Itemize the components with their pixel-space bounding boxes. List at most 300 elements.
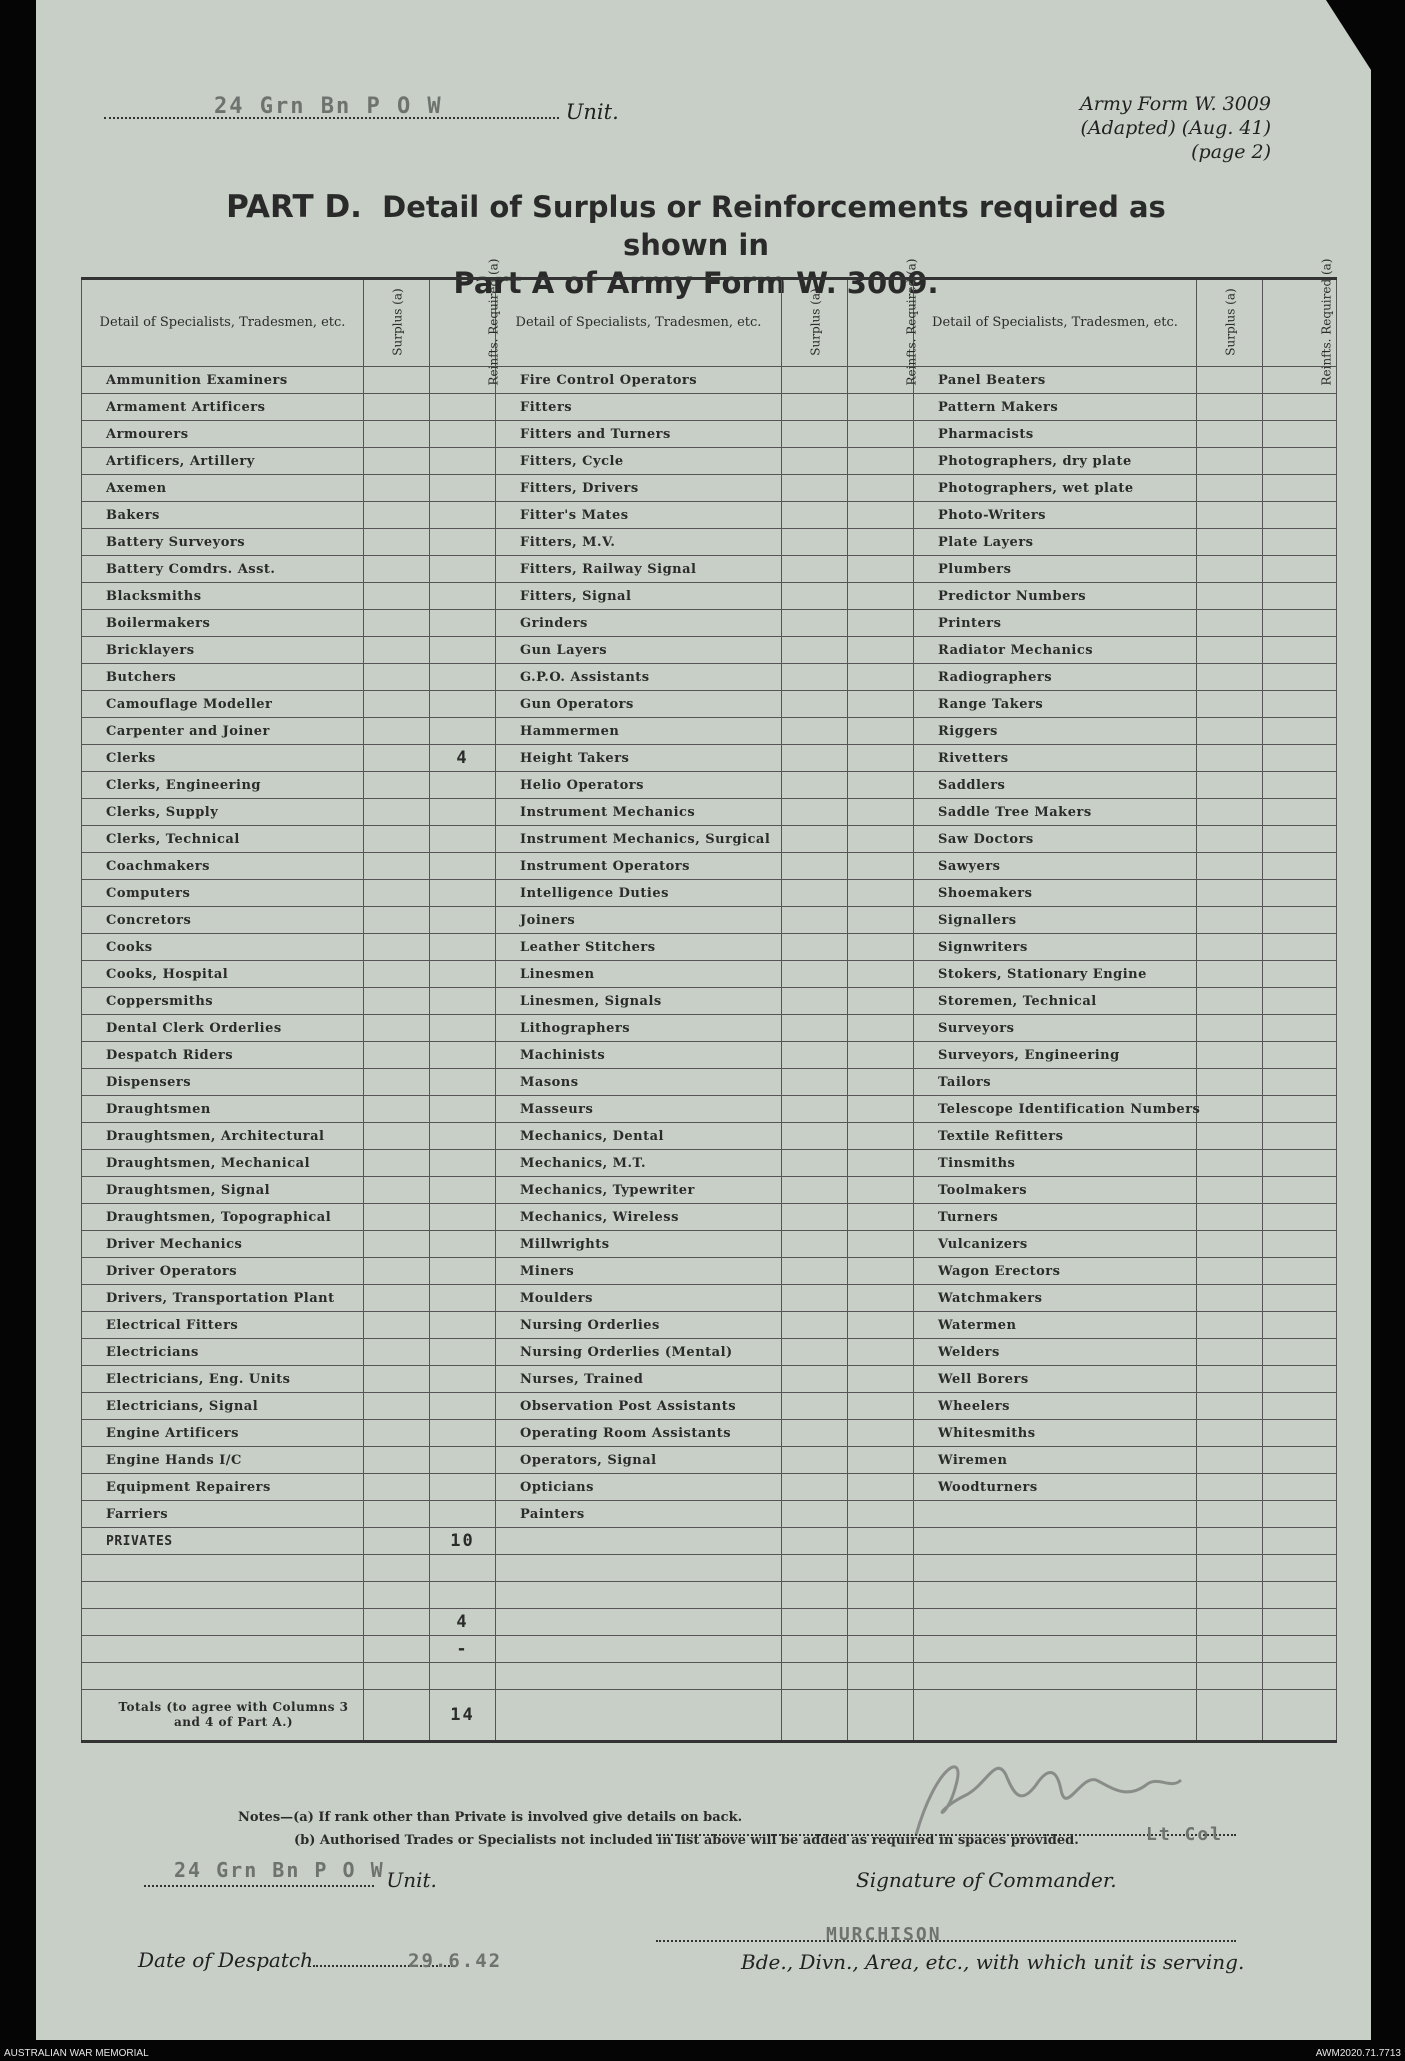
trade-cell: Nurses, Trained	[496, 1366, 782, 1393]
unit-label: Unit.	[565, 100, 619, 124]
surplus-cell	[1197, 1015, 1263, 1042]
trade-cell: Textile Refitters	[914, 1123, 1197, 1150]
surplus-cell	[364, 1393, 430, 1420]
table-row	[82, 1636, 1337, 1663]
form-page	[36, 0, 1371, 2040]
reinfts-cell	[848, 826, 914, 853]
table-row	[82, 664, 1337, 691]
col-detail-3: Detail of Specialists, Tradesmen, etc.	[914, 279, 1197, 367]
trade-cell: Electrical Fitters	[82, 1312, 364, 1339]
surplus-cell	[1197, 907, 1263, 934]
trade-cell: Instrument Mechanics	[496, 799, 782, 826]
trade-cell: Storemen, Technical	[914, 988, 1197, 1015]
trade-cell: Concretors	[82, 907, 364, 934]
surplus-cell	[782, 1339, 848, 1366]
table-row	[82, 637, 1337, 664]
trade-cell: Mechanics, Typewriter	[496, 1177, 782, 1204]
reinfts-cell	[1263, 1096, 1337, 1123]
trade-cell: Surveyors	[914, 1015, 1197, 1042]
surplus-cell	[364, 1231, 430, 1258]
trade-cell: Clerks	[82, 745, 364, 772]
empty-cell	[496, 1690, 782, 1742]
surplus-cell	[364, 1150, 430, 1177]
table-row	[82, 718, 1337, 745]
empty-cell	[914, 1555, 1197, 1582]
reinfts-cell	[1263, 853, 1337, 880]
bottom-unit-line	[144, 1858, 437, 1892]
surplus-cell	[1197, 610, 1263, 637]
reinfts-cell	[430, 1663, 496, 1690]
reinfts-cell	[848, 1177, 914, 1204]
reinfts-cell	[430, 1474, 496, 1501]
empty-cell	[1263, 1636, 1337, 1663]
reinfts-cell	[1263, 1285, 1337, 1312]
empty-cell	[1263, 1690, 1337, 1742]
surplus-cell	[782, 1393, 848, 1420]
trade-cell: Grinders	[496, 610, 782, 637]
reinfts-cell	[430, 934, 496, 961]
reinfts-cell	[848, 529, 914, 556]
trade-cell: Despatch Riders	[82, 1042, 364, 1069]
reinfts-cell	[430, 1420, 496, 1447]
trade-cell: Watchmakers	[914, 1285, 1197, 1312]
reinfts-cell	[430, 1501, 496, 1528]
trade-cell: Drivers, Transportation Plant	[82, 1285, 364, 1312]
surplus-cell	[364, 1285, 430, 1312]
trade-cell: Fitters and Turners	[496, 421, 782, 448]
reinfts-cell	[430, 718, 496, 745]
table-row	[82, 1366, 1337, 1393]
reinfts-cell	[848, 907, 914, 934]
trade-cell: Stokers, Stationary Engine	[914, 961, 1197, 988]
surplus-cell	[1197, 691, 1263, 718]
reinfts-cell	[1263, 826, 1337, 853]
trade-cell: Sawyers	[914, 853, 1197, 880]
surplus-cell	[782, 934, 848, 961]
reinfts-cell	[1263, 583, 1337, 610]
table-row	[82, 988, 1337, 1015]
surplus-cell	[364, 691, 430, 718]
trade-cell: Linesmen, Signals	[496, 988, 782, 1015]
reinfts-cell	[430, 664, 496, 691]
surplus-cell	[364, 421, 430, 448]
trade-cell: Electricians, Signal	[82, 1393, 364, 1420]
trade-cell: Leather Stitchers	[496, 934, 782, 961]
empty-cell	[914, 1582, 1197, 1609]
trade-cell: Axemen	[82, 475, 364, 502]
trade-cell: Radiator Mechanics	[914, 637, 1197, 664]
reinfts-cell	[430, 880, 496, 907]
reinfts-cell: 10	[430, 1528, 496, 1555]
surplus-cell	[1197, 637, 1263, 664]
form-line-2: (Adapted) (Aug. 41)	[1080, 117, 1271, 139]
trade-cell: Computers	[82, 880, 364, 907]
surplus-cell	[1197, 1096, 1263, 1123]
empty-cell	[782, 1582, 848, 1609]
surplus-cell	[364, 1582, 430, 1609]
reinfts-cell	[1263, 1420, 1337, 1447]
trade-cell: Draughtsmen	[82, 1096, 364, 1123]
trade-cell: Dental Clerk Orderlies	[82, 1015, 364, 1042]
table-row	[82, 529, 1337, 556]
reinfts-cell	[430, 394, 496, 421]
surplus-cell	[364, 1177, 430, 1204]
reinfts-cell	[1263, 421, 1337, 448]
surplus-cell	[782, 853, 848, 880]
surplus-cell	[782, 907, 848, 934]
totals-value: 14	[430, 1690, 496, 1742]
title-line-1: Detail of Surplus or Reinforcements required as shown in	[382, 190, 1166, 262]
trade-cell: Painters	[496, 1501, 782, 1528]
reinfts-cell	[1263, 880, 1337, 907]
surplus-cell	[364, 718, 430, 745]
trade-cell: Welders	[914, 1339, 1197, 1366]
empty-cell	[1197, 1690, 1263, 1742]
trade-cell: Fitters	[496, 394, 782, 421]
credit-right: AWM2020.71.7713	[1315, 2048, 1401, 2059]
date-label: Date of Despatch	[138, 1948, 313, 1972]
reinfts-cell	[1263, 1474, 1337, 1501]
surplus-cell	[364, 502, 430, 529]
surplus-cell	[782, 1420, 848, 1447]
surplus-cell	[364, 907, 430, 934]
trade-cell: Coachmakers	[82, 853, 364, 880]
surplus-cell	[782, 1204, 848, 1231]
reinfts-cell	[1263, 1339, 1337, 1366]
reinfts-cell	[430, 556, 496, 583]
area-dots	[656, 1940, 1236, 1942]
reinfts-cell	[848, 1096, 914, 1123]
trade-cell: Range Takers	[914, 691, 1197, 718]
empty-cell	[496, 1528, 782, 1555]
reinfts-cell	[1263, 718, 1337, 745]
trade-cell: Battery Comdrs. Asst.	[82, 556, 364, 583]
trade-cell: Photographers, wet plate	[914, 475, 1197, 502]
surplus-cell	[1197, 772, 1263, 799]
table-row	[82, 1285, 1337, 1312]
reinfts-cell	[848, 1474, 914, 1501]
reinfts-cell	[430, 583, 496, 610]
surplus-cell	[1197, 1420, 1263, 1447]
trade-cell: Miners	[496, 1258, 782, 1285]
trade-cell: Panel Beaters	[914, 367, 1197, 394]
signature-label: Signature of Commander.	[856, 1868, 1117, 1892]
extra-trade-cell	[82, 1636, 364, 1663]
reinfts-cell	[1263, 1312, 1337, 1339]
surplus-cell	[364, 556, 430, 583]
reinfts-cell	[848, 1447, 914, 1474]
surplus-cell	[1197, 1312, 1263, 1339]
reinfts-cell	[848, 502, 914, 529]
table-row	[82, 961, 1337, 988]
reinfts-cell	[848, 556, 914, 583]
table-row	[82, 1042, 1337, 1069]
empty-cell	[496, 1582, 782, 1609]
trade-cell: Wiremen	[914, 1447, 1197, 1474]
reinfts-cell	[1263, 1258, 1337, 1285]
trade-cell: Carpenter and Joiner	[82, 718, 364, 745]
reinfts-cell: 4	[430, 1609, 496, 1636]
table-row	[82, 1096, 1337, 1123]
empty-cell	[848, 1690, 914, 1742]
surplus-cell	[782, 610, 848, 637]
surplus-cell	[364, 1069, 430, 1096]
form-number	[1080, 92, 1271, 164]
col-detail-2: Detail of Specialists, Tradesmen, etc.	[496, 279, 782, 367]
reinfts-cell	[430, 1177, 496, 1204]
surplus-cell	[1197, 394, 1263, 421]
surplus-cell	[782, 988, 848, 1015]
reinfts-cell	[430, 1393, 496, 1420]
reinfts-cell	[430, 1069, 496, 1096]
trade-cell: Fitters, M.V.	[496, 529, 782, 556]
reinfts-cell	[430, 637, 496, 664]
trade-cell: Surveyors, Engineering	[914, 1042, 1197, 1069]
trade-cell: Watermen	[914, 1312, 1197, 1339]
trade-cell: Fire Control Operators	[496, 367, 782, 394]
reinfts-cell	[430, 1366, 496, 1393]
table-row	[82, 475, 1337, 502]
reinfts-cell	[430, 1555, 496, 1582]
surplus-cell	[1197, 1393, 1263, 1420]
reinfts-cell	[848, 772, 914, 799]
surplus-cell	[364, 1366, 430, 1393]
reinfts-cell	[848, 1285, 914, 1312]
trade-cell: Predictor Numbers	[914, 583, 1197, 610]
trade-cell: Draughtsmen, Mechanical	[82, 1150, 364, 1177]
surplus-cell	[782, 1177, 848, 1204]
trade-cell: Plate Layers	[914, 529, 1197, 556]
surplus-cell	[364, 610, 430, 637]
reinfts-cell	[1263, 1123, 1337, 1150]
surplus-cell	[782, 448, 848, 475]
reinfts-cell	[848, 1069, 914, 1096]
surplus-cell	[782, 637, 848, 664]
surplus-cell	[1197, 880, 1263, 907]
empty-cell	[914, 1636, 1197, 1663]
surplus-cell	[1197, 1177, 1263, 1204]
surplus-cell	[782, 502, 848, 529]
surplus-cell	[1197, 853, 1263, 880]
trade-cell: Pharmacists	[914, 421, 1197, 448]
empty-cell	[782, 1555, 848, 1582]
surplus-cell	[782, 826, 848, 853]
surplus-cell	[364, 1420, 430, 1447]
trade-cell: Pattern Makers	[914, 394, 1197, 421]
extra-trade-cell	[82, 1609, 364, 1636]
unit-typed: 24 Grn Bn P O W	[214, 94, 443, 119]
trade-cell: Linesmen	[496, 961, 782, 988]
reinfts-cell	[1263, 1231, 1337, 1258]
trade-cell: Shoemakers	[914, 880, 1197, 907]
reinfts-cell	[430, 961, 496, 988]
trade-cell: Nursing Orderlies (Mental)	[496, 1339, 782, 1366]
reinfts-cell: 4	[430, 745, 496, 772]
reinfts-cell	[430, 502, 496, 529]
reinfts-cell	[1263, 1177, 1337, 1204]
surplus-cell	[1197, 1474, 1263, 1501]
reinfts-cell	[430, 988, 496, 1015]
reinfts-cell	[1263, 1015, 1337, 1042]
surplus-cell	[1197, 745, 1263, 772]
reinfts-cell	[848, 394, 914, 421]
reinfts-cell	[848, 1420, 914, 1447]
trade-cell: Saw Doctors	[914, 826, 1197, 853]
trade-cell: Ammunition Examiners	[82, 367, 364, 394]
surplus-cell	[782, 1366, 848, 1393]
reinfts-cell	[848, 880, 914, 907]
reinfts-cell	[848, 934, 914, 961]
reinfts-cell	[430, 1150, 496, 1177]
trade-cell: Intelligence Duties	[496, 880, 782, 907]
table-row	[82, 799, 1337, 826]
empty-cell	[496, 1609, 782, 1636]
table-row	[82, 367, 1337, 394]
table-row	[82, 1258, 1337, 1285]
surplus-cell	[1197, 1447, 1263, 1474]
table-row	[82, 1069, 1337, 1096]
totals-surplus	[364, 1690, 430, 1742]
reinfts-cell	[848, 988, 914, 1015]
trade-cell: Battery Surveyors	[82, 529, 364, 556]
reinfts-cell	[848, 691, 914, 718]
reinfts-cell	[848, 961, 914, 988]
surplus-cell	[1197, 367, 1263, 394]
trade-cell: Helio Operators	[496, 772, 782, 799]
table-row	[82, 502, 1337, 529]
trade-cell: Bakers	[82, 502, 364, 529]
bottom-unit-dots	[144, 1885, 374, 1887]
reinfts-cell	[848, 421, 914, 448]
reinfts-cell	[848, 1339, 914, 1366]
form-line-3: (page 2)	[1191, 141, 1271, 163]
table-row	[82, 1447, 1337, 1474]
reinfts-cell	[1263, 907, 1337, 934]
reinfts-cell	[848, 1231, 914, 1258]
surplus-cell	[782, 745, 848, 772]
trade-cell: Masseurs	[496, 1096, 782, 1123]
surplus-cell	[1197, 448, 1263, 475]
surplus-cell	[782, 529, 848, 556]
reinfts-cell	[430, 1096, 496, 1123]
surplus-cell	[364, 664, 430, 691]
surplus-cell	[364, 772, 430, 799]
reinfts-cell	[1263, 772, 1337, 799]
surplus-cell	[1197, 583, 1263, 610]
surplus-cell	[782, 1150, 848, 1177]
surplus-cell	[1197, 1204, 1263, 1231]
trade-cell: Well Borers	[914, 1366, 1197, 1393]
trade-cell: Engine Hands I/C	[82, 1447, 364, 1474]
trade-cell: Butchers	[82, 664, 364, 691]
table-row	[82, 421, 1337, 448]
trade-cell: Clerks, Engineering	[82, 772, 364, 799]
reinfts-cell	[430, 1339, 496, 1366]
reinfts-cell	[848, 1204, 914, 1231]
table-row	[82, 1420, 1337, 1447]
reinfts-cell	[430, 826, 496, 853]
specialists-table	[81, 258, 1337, 1743]
table-row	[82, 1582, 1337, 1609]
empty-cell	[782, 1609, 848, 1636]
empty-cell	[848, 1663, 914, 1690]
trade-cell: Printers	[914, 610, 1197, 637]
trade-cell: Operators, Signal	[496, 1447, 782, 1474]
trade-cell: Farriers	[82, 1501, 364, 1528]
reinfts-cell	[1263, 1501, 1337, 1528]
reinfts-cell	[848, 1258, 914, 1285]
trade-cell: Height Takers	[496, 745, 782, 772]
surplus-cell	[364, 637, 430, 664]
surplus-cell	[1197, 718, 1263, 745]
empty-cell	[1263, 1609, 1337, 1636]
surplus-cell	[782, 772, 848, 799]
date-typed: 29.6.42	[408, 1950, 503, 1972]
trade-cell: Saddlers	[914, 772, 1197, 799]
trade-cell: Operating Room Assistants	[496, 1420, 782, 1447]
surplus-cell	[782, 556, 848, 583]
empty-cell	[848, 1582, 914, 1609]
surplus-cell	[364, 934, 430, 961]
trade-cell: Joiners	[496, 907, 782, 934]
reinfts-cell	[430, 772, 496, 799]
surplus-cell	[1197, 556, 1263, 583]
reinfts-cell	[848, 718, 914, 745]
surplus-cell	[364, 880, 430, 907]
surplus-cell	[782, 1501, 848, 1528]
table-row	[82, 1609, 1337, 1636]
surplus-cell	[364, 1123, 430, 1150]
empty-cell	[1197, 1663, 1263, 1690]
surplus-cell	[1197, 475, 1263, 502]
reinfts-cell	[1263, 1204, 1337, 1231]
date-line	[138, 1948, 503, 1972]
reinfts-cell	[1263, 988, 1337, 1015]
table-row	[82, 691, 1337, 718]
empty-cell	[1197, 1609, 1263, 1636]
reinfts-cell	[1263, 1069, 1337, 1096]
table-row	[82, 1555, 1337, 1582]
surplus-cell	[364, 799, 430, 826]
trade-cell: Instrument Operators	[496, 853, 782, 880]
reinfts-cell	[1263, 1042, 1337, 1069]
trade-cell: Moulders	[496, 1285, 782, 1312]
empty-cell	[496, 1663, 782, 1690]
surplus-cell	[364, 1555, 430, 1582]
empty-cell	[1197, 1528, 1263, 1555]
table-row	[82, 1312, 1337, 1339]
title-part: PART D.	[226, 189, 362, 225]
surplus-cell	[364, 1042, 430, 1069]
extra-trade-cell	[82, 1663, 364, 1690]
trade-cell: Lithographers	[496, 1015, 782, 1042]
surplus-cell	[782, 664, 848, 691]
reinfts-cell	[430, 475, 496, 502]
trade-cell: Turners	[914, 1204, 1197, 1231]
table-row	[82, 934, 1337, 961]
empty-cell	[1197, 1636, 1263, 1663]
bottom-unit-typed: 24 Grn Bn P O W	[174, 1858, 385, 1882]
surplus-cell	[364, 1474, 430, 1501]
surplus-cell	[364, 394, 430, 421]
surplus-cell	[1197, 502, 1263, 529]
trade-cell: Wheelers	[914, 1393, 1197, 1420]
surplus-cell	[364, 1447, 430, 1474]
empty-cell	[914, 1528, 1197, 1555]
table-row	[82, 556, 1337, 583]
reinfts-cell	[1263, 961, 1337, 988]
surplus-cell	[782, 691, 848, 718]
